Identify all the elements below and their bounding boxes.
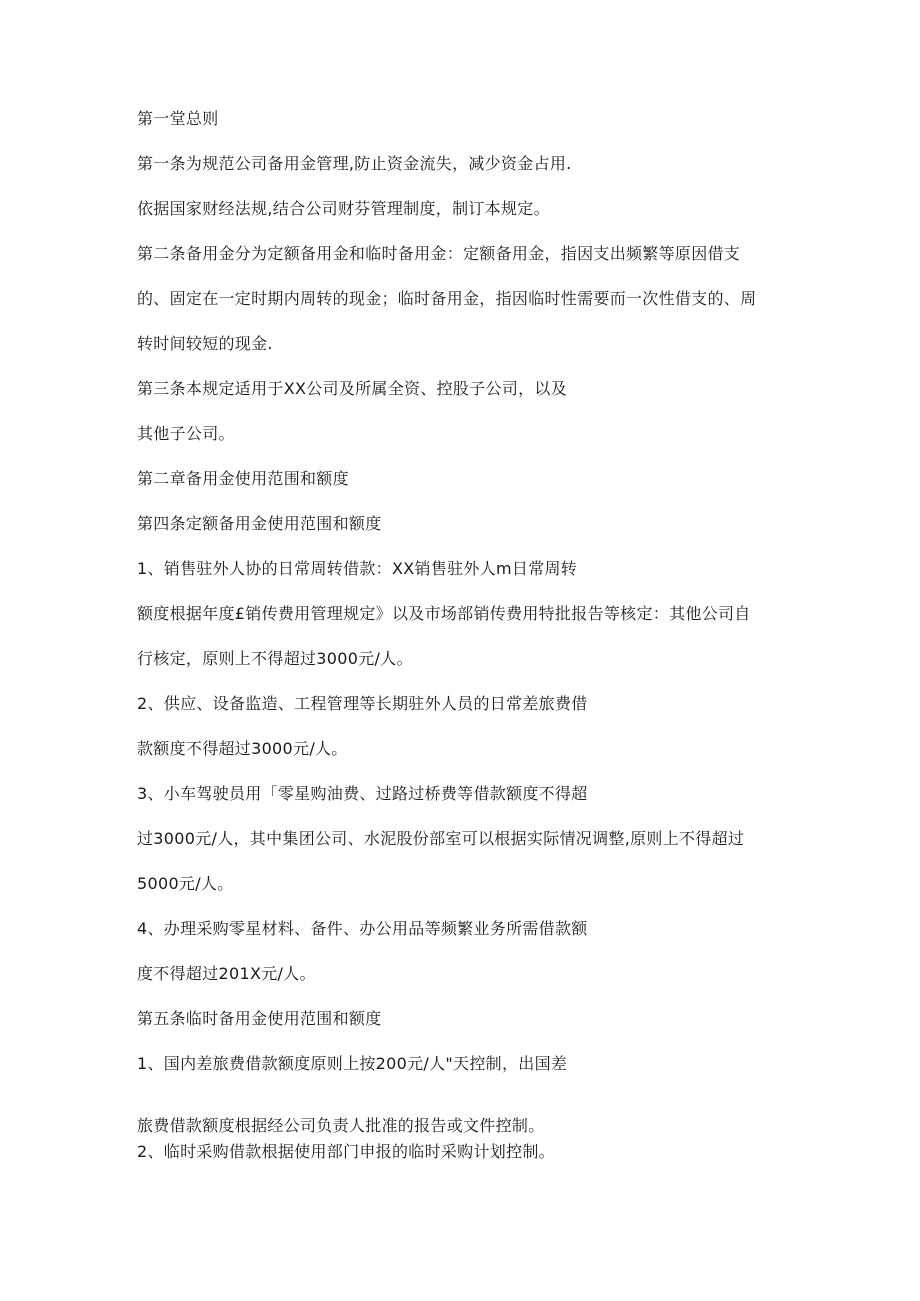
article-2-line-2: 的、固定在一定时期内周转的现金；临时备用金，指因临时性需要而一次性借支的、周 (137, 289, 757, 308)
article-4-item-4-line-1: 4、办理采购零星材料、备件、办公用品等频繁业务所需借款额 (137, 919, 588, 938)
article-1-line-2: 依据国家财经法规,结合公司财芬管理制度，制订本规定。 (137, 199, 550, 218)
article-4-item-4-line-2: 度不得超过201X元/人。 (137, 964, 316, 983)
article-2-line-3: 转时间较短的现金. (137, 334, 273, 353)
article-4-item-2-line-1: 2、供应、设备监造、工程管理等长期驻外人员的日常差旅费借 (137, 694, 588, 713)
article-5-item-1-line-1: 1、国内差旅费借款额度原则上按200元/人"天控制，出国差 (137, 1054, 568, 1073)
article-1-line-1: 第一条为规范公司备用金管理,防止资金流失，减少资金占用. (137, 154, 572, 173)
article-4-item-2-line-2: 款额度不得超过3000元/人。 (137, 739, 348, 758)
chapter-2-heading: 第二章备用金使用范围和额度 (137, 469, 349, 488)
article-5-item-1-line-2: 旅费借款额度根据经公司负责人批准的报告或文件控制。 (137, 1116, 545, 1135)
article-5-item-2-line-1: 2、临时采购借款根据使用部门申报的临时采购计划控制。 (137, 1142, 555, 1161)
article-4-item-1-line-3: 行核定，原则上不得超过3000元/人。 (137, 649, 413, 668)
article-2-line-1: 第二条备用金分为定额备用金和临时备用金：定额备用金，指因支出频繁等原因借支 (137, 244, 741, 263)
article-4-item-1-line-1: 1、销售驻外人协的日常周转借款：XX销售驻外人m日常周转 (137, 559, 578, 578)
article-4-item-3-line-2: 过3000元/人，其中集团公司、水泥股份部室可以根据实际情况调整,原则上不得超过 (137, 829, 745, 848)
article-3-line-2: 其他子公司。 (137, 424, 235, 443)
article-4-item-3-line-3: 5000元/人。 (137, 874, 234, 893)
chapter-1-heading: 第一堂总则 (137, 109, 219, 128)
article-4-item-1-line-2: 额度根据年度£销传费用管理规定》以及市场部销传费用特批报告等核定：其他公司自 (137, 604, 751, 623)
article-4-item-3-line-1: 3、小车驾驶员用「零星购油费、过路过桥费等借款额度不得超 (137, 784, 588, 803)
article-5-heading: 第五条临时备用金使用范围和额度 (137, 1009, 382, 1028)
article-3-line-1: 第三条本规定适用于XX公司及所属全资、控股子公司，以及 (137, 379, 568, 398)
article-4-heading: 第四条定额备用金使用范围和额度 (137, 514, 382, 533)
